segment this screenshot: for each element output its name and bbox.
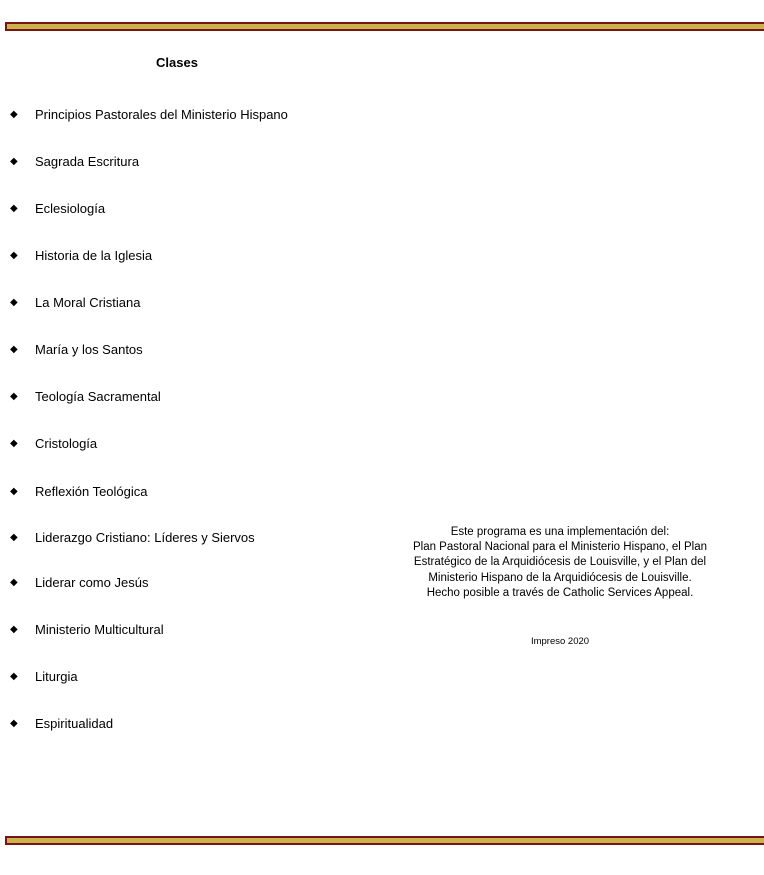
class-item xyxy=(10,154,139,170)
class-label: Cristología xyxy=(35,436,98,451)
class-label: Historia de la Iglesia xyxy=(35,248,153,263)
class-item xyxy=(10,248,152,264)
bottom-decorative-rule xyxy=(5,836,764,845)
class-label: La Moral Cristiana xyxy=(35,295,141,310)
printed-date: Impreso 2020 xyxy=(530,636,590,647)
diamond-bullet-icon: ◆ xyxy=(10,156,18,167)
class-label: Liderar como Jesús xyxy=(35,575,149,590)
class-item xyxy=(10,669,78,685)
class-label: Liturgia xyxy=(35,669,78,684)
diamond-bullet-icon: ◆ xyxy=(10,250,18,261)
class-label: Ministerio Multicultural xyxy=(35,622,164,637)
class-item xyxy=(10,716,113,732)
class-item xyxy=(10,342,143,358)
diamond-bullet-icon: ◆ xyxy=(10,203,18,214)
diamond-bullet-icon: ◆ xyxy=(10,297,18,308)
class-item xyxy=(10,389,161,405)
class-label: María y los Santos xyxy=(35,342,143,357)
diamond-bullet-icon: ◆ xyxy=(10,671,18,682)
class-item xyxy=(10,295,141,311)
class-label: Sagrada Escritura xyxy=(35,154,140,169)
diamond-bullet-icon: ◆ xyxy=(10,624,18,635)
statement-line: Hecho posible a través de Catholic Services Appeal. xyxy=(426,586,694,599)
class-item xyxy=(10,530,255,546)
class-label: Teología Sacramental xyxy=(35,389,161,404)
diamond-bullet-icon: ◆ xyxy=(10,109,18,120)
class-label: Liderazgo Cristiano: Líderes y Siervos xyxy=(35,530,255,545)
diamond-bullet-icon: ◆ xyxy=(10,344,18,355)
diamond-bullet-icon: ◆ xyxy=(10,391,18,402)
statement-line: Estratégico de la Arquidiócesis de Louisville, y el Plan del xyxy=(413,556,707,569)
class-label: Eclesiología xyxy=(35,201,106,216)
diamond-bullet-icon: ◆ xyxy=(10,577,18,588)
class-item xyxy=(10,107,288,123)
class-label: Espiritualidad xyxy=(35,716,114,731)
class-item xyxy=(10,622,164,638)
top-decorative-rule xyxy=(5,22,764,31)
class-item xyxy=(10,201,105,217)
statement-line: Plan Pastoral Nacional para el Ministerio Hispano, el Plan xyxy=(412,541,708,554)
program-statement xyxy=(400,525,720,601)
class-item xyxy=(10,575,148,591)
class-label: Reflexión Teológica xyxy=(35,484,148,499)
class-item xyxy=(10,436,97,452)
diamond-bullet-icon: ◆ xyxy=(10,486,18,497)
class-item xyxy=(10,484,148,500)
diamond-bullet-icon: ◆ xyxy=(10,718,18,729)
statement-line: Ministerio Hispano de la Arquidiócesis de Louisville. xyxy=(428,571,692,584)
classes-heading: Clases xyxy=(156,55,198,70)
statement-line: Este programa es una implementación del: xyxy=(450,526,670,538)
diamond-bullet-icon: ◆ xyxy=(10,438,18,449)
diamond-bullet-icon: ◆ xyxy=(10,532,18,543)
class-label: Principios Pastorales del Ministerio Hispano xyxy=(35,107,288,122)
